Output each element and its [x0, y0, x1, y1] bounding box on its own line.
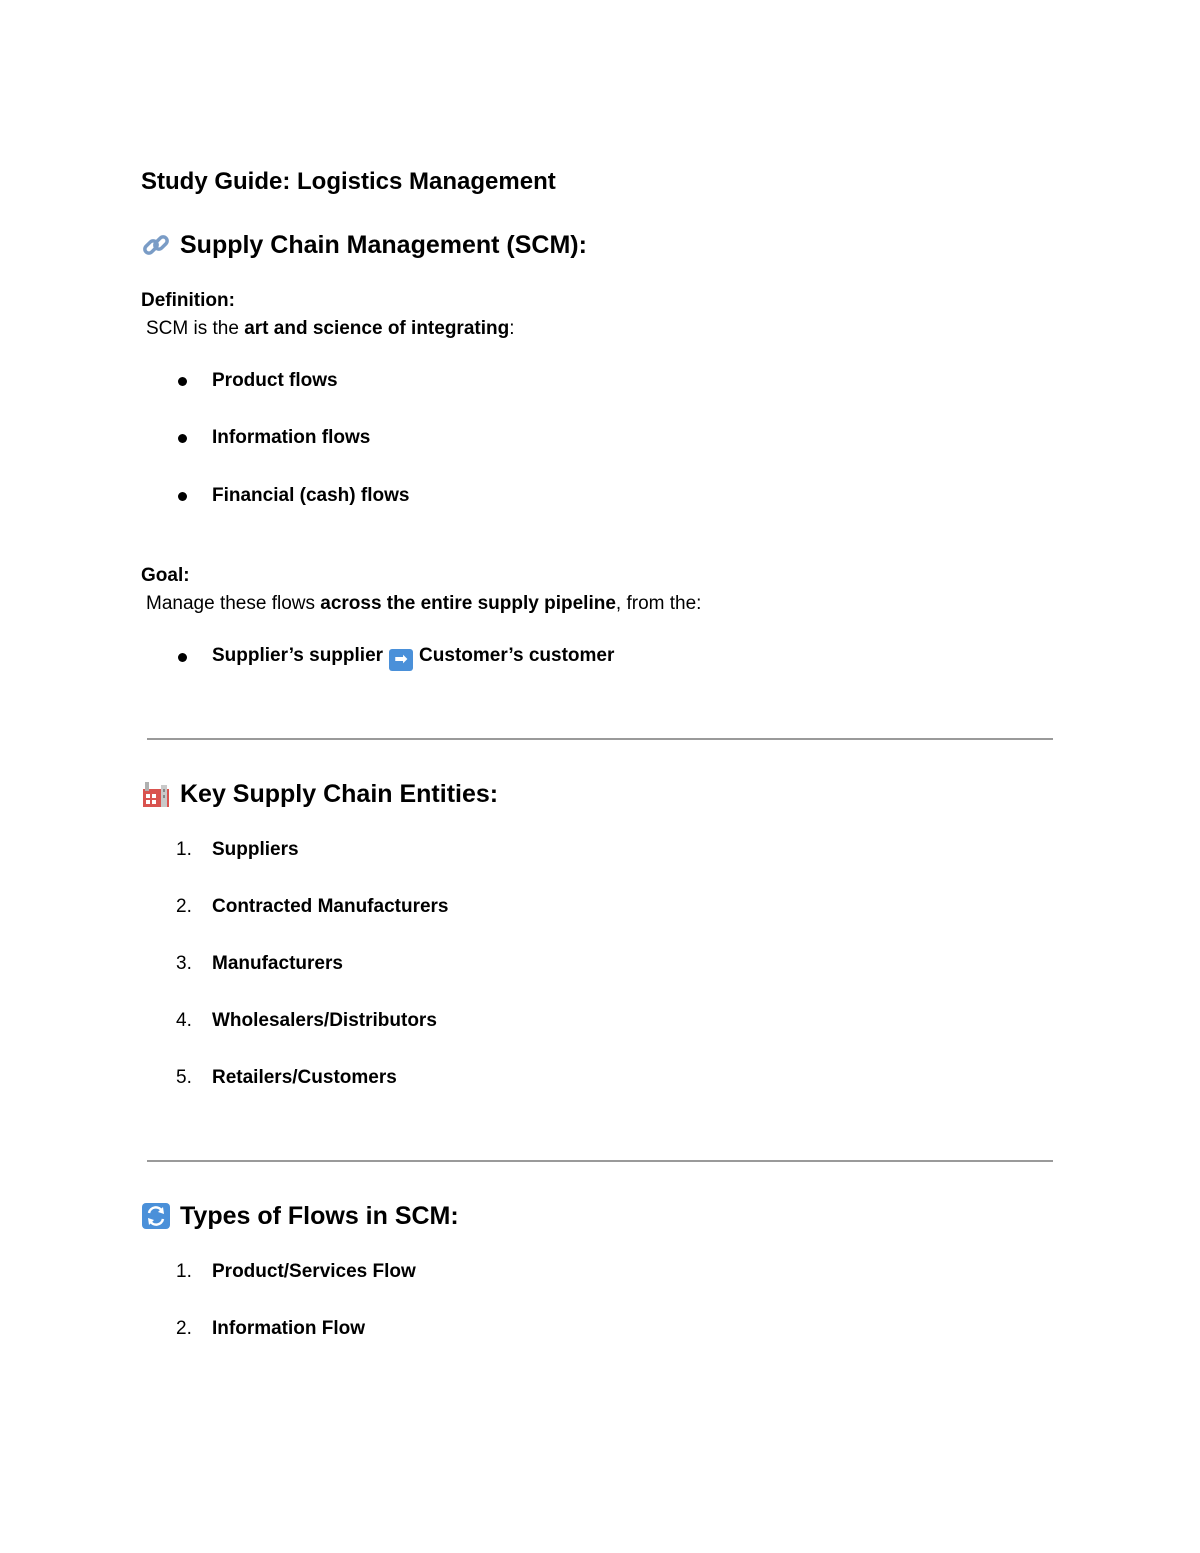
document-title: Study Guide: Logistics Management — [141, 168, 556, 195]
definition-label: Definition: — [141, 290, 235, 311]
section-heading-scm — [141, 230, 587, 260]
list-number: 5. — [176, 1067, 192, 1088]
bullet-icon — [178, 492, 187, 501]
section-heading-text: Types of Flows in SCM: — [180, 1201, 459, 1230]
list-number: 1. — [176, 1261, 192, 1282]
bullet-icon — [178, 653, 187, 662]
definition-text: SCM is the art and science of integrating: — [146, 318, 515, 339]
bullet-icon — [178, 377, 187, 386]
list-item: Financial (cash) flows — [212, 485, 410, 506]
list-number: 3. — [176, 953, 192, 974]
section-heading-text: Key Supply Chain Entities: — [180, 779, 499, 808]
list-item: Product/Services Flow — [212, 1261, 416, 1282]
horizontal-divider — [147, 738, 1053, 740]
cycle-arrows-icon — [141, 1201, 171, 1231]
list-item: Information flows — [212, 427, 371, 448]
list-item: Manufacturers — [212, 953, 343, 974]
list-number: 1. — [176, 839, 192, 860]
list-item: Contracted Manufacturers — [212, 896, 449, 917]
list-number: 2. — [176, 1318, 192, 1339]
list-number: 4. — [176, 1010, 192, 1031]
list-item: Product flows — [212, 370, 338, 391]
list-item: Information Flow — [212, 1318, 366, 1339]
section-heading-text: Supply Chain Management (SCM): — [180, 230, 587, 259]
goal-label: Goal: — [141, 565, 190, 586]
bullet-icon — [178, 434, 187, 443]
list-item: Suppliers — [212, 839, 299, 860]
goal-text: Manage these flows across the entire supply pipeline, from the: — [146, 593, 702, 614]
list-item-pipeline: Supplier’s supplier ➡ Customer’s customer — [212, 645, 614, 671]
factory-icon — [141, 779, 171, 809]
list-item: Retailers/Customers — [212, 1067, 397, 1088]
section-heading-entities — [141, 779, 498, 809]
list-item: Wholesalers/Distributors — [212, 1010, 437, 1031]
link-icon — [141, 230, 171, 260]
list-number: 2. — [176, 896, 192, 917]
section-heading-flows — [141, 1201, 459, 1231]
right-arrow-icon: ➡ — [389, 649, 413, 671]
horizontal-divider — [147, 1160, 1053, 1162]
